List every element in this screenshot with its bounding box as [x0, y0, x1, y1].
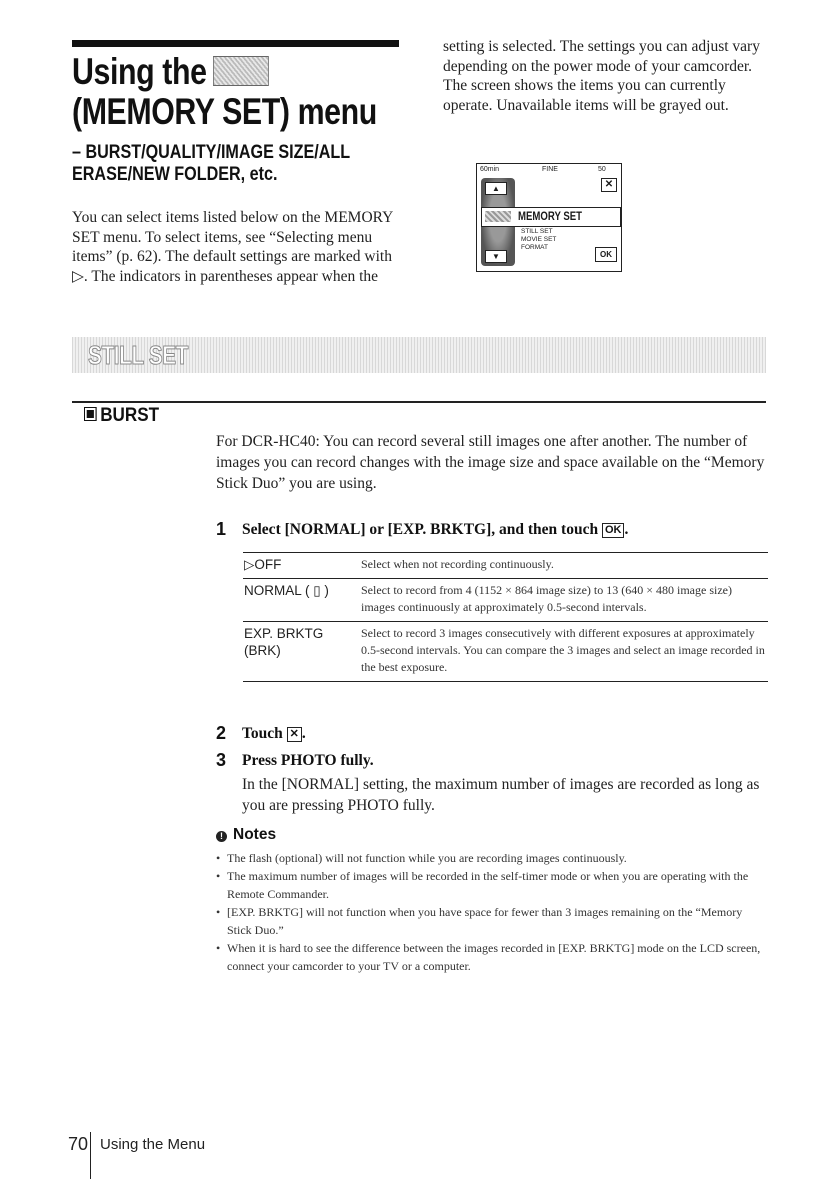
notes-list	[216, 849, 768, 975]
page-title: Using the (MEMORY SET) menu	[72, 51, 377, 132]
banner-label: STILL SET	[88, 340, 189, 370]
step-1: Select [NORMAL] or [EXP. BRKTG], and then touch OK .	[242, 521, 629, 538]
lcd-screen-illustration	[476, 163, 622, 272]
close-key-icon: ✕	[287, 727, 302, 742]
notes-heading: ! Notes	[216, 826, 276, 844]
option-desc: Select to record 3 images consecutively with different exposures at approximately 0.5-second intervals. You can compare the 3 images and select an image recorded in the best exposure.	[361, 626, 765, 674]
quality-indicator: FINE	[542, 166, 558, 173]
section-heading: BURST	[84, 405, 159, 427]
remaining-indicator: 50	[598, 166, 606, 173]
option-desc: Select when not recording continuously.	[361, 557, 554, 571]
option-desc: Select to record from 4 (1152 × 864 image size) to 13 (640 × 480 image size) images continuously at approximately 0.5-second intervals.	[361, 583, 732, 614]
menu-title: MEMORY SET	[518, 209, 583, 223]
section-banner	[72, 337, 766, 373]
note-item: • The maximum number of images will be recorded in the self-timer mode or when you are operating with the Remote Commander.	[216, 867, 768, 903]
page-number: 70	[68, 1134, 89, 1154]
battery-indicator: 60min	[480, 166, 500, 173]
menu-title-box	[481, 207, 621, 227]
option-name: EXP. BRKTG (BRK)	[244, 626, 324, 658]
square-bullet-icon	[84, 407, 97, 421]
step-number: 2	[216, 723, 227, 743]
notes-icon: !	[216, 831, 227, 842]
intro-left: You can select items listed below on the MEMORY SET menu. To select items, see “Selecting menu items” (p. 62). The default settings are marked with ▷. The indicators in parentheses appear when the	[72, 209, 393, 285]
footer-divider	[90, 1132, 91, 1179]
footer-section: Using the Menu	[100, 1136, 206, 1153]
table-row	[243, 552, 768, 578]
options-table	[243, 552, 768, 682]
step-number: 1	[216, 519, 227, 539]
option-name: ▷OFF	[244, 557, 282, 572]
memory-set-icon	[213, 56, 269, 86]
table-row	[243, 578, 768, 621]
ok-key-icon: OK	[602, 523, 625, 538]
menu-subitems	[521, 228, 556, 252]
header-rule	[72, 40, 399, 47]
page-subtitle: – BURST/QUALITY/IMAGE SIZE/ALL ERASE/NEW FOLDER, etc.	[72, 142, 350, 185]
menu-icon	[485, 211, 511, 222]
menu-subitem[interactable]: STILL SET	[521, 228, 553, 235]
section-body: For DCR-HC40: You can record several still images one after another. The number of images you can record changes with the image size and space available on the “Memory Stick Duo” you are using.	[216, 433, 765, 492]
option-name: NORMAL ( ▯ )	[244, 583, 329, 598]
section-rule	[72, 401, 766, 403]
close-button[interactable]: ✕	[601, 178, 617, 192]
menu-subitem[interactable]: FORMAT	[521, 244, 548, 251]
table-row	[243, 621, 768, 682]
note-item: • [EXP. BRKTG] will not function when you have space for fewer than 3 images remaining on the “Memory Stick Duo.”	[216, 903, 768, 939]
note-item: • The flash (optional) will not function while you are recording images continuously.	[216, 849, 768, 867]
note-item: • When it is hard to see the difference between the images recorded in [EXP. BRKTG] mode on the LCD screen, connect your camcorder to your TV or a computer.	[216, 939, 768, 975]
intro-right: setting is selected. The settings you can adjust vary depending on the power mode of your camcorder. The screen shows the items you can currently operate. Unavailable items will be grayed out.	[443, 38, 760, 114]
status-row	[480, 166, 618, 178]
scroll-up-button[interactable]: ▲	[485, 182, 507, 195]
step-3-detail: In the [NORMAL] setting, the maximum number of images are recorded as long as you are pressing PHOTO fully.	[242, 776, 760, 814]
step-3: Press PHOTO fully.	[242, 752, 374, 769]
step-2: Touch ✕ .	[242, 725, 306, 742]
ok-button[interactable]: OK	[595, 247, 617, 262]
scroll-down-button[interactable]: ▼	[485, 250, 507, 263]
menu-subitem[interactable]: MOVIE SET	[521, 236, 557, 243]
step-number: 3	[216, 750, 227, 770]
